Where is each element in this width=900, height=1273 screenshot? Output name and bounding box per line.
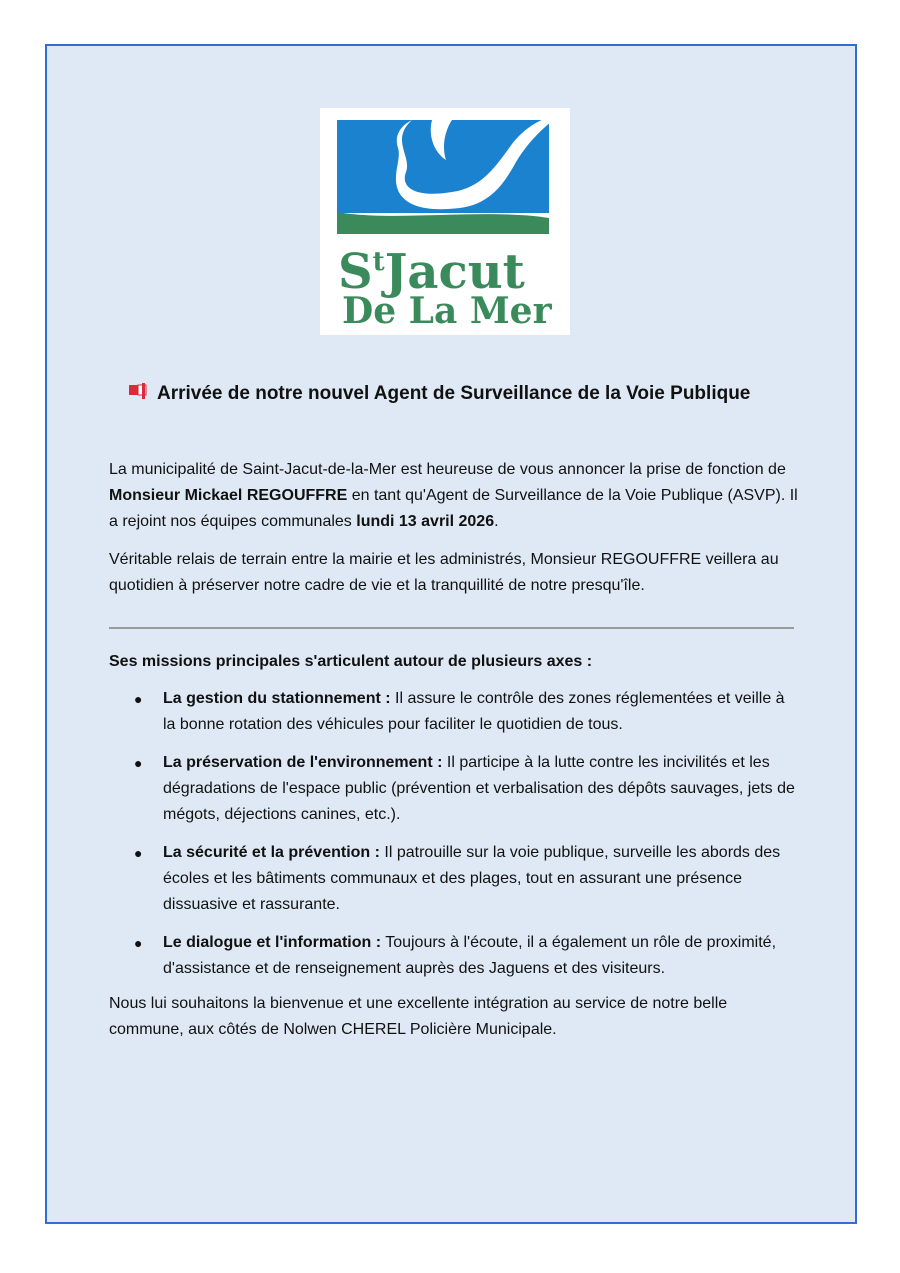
bullet-icon: ● xyxy=(134,935,143,951)
role-paragraph: Véritable relais de terrain entre la mairie et les administrés, Monsieur REGOUFFRE veillera au quotidien à préserver notre cadre de vie et la tranquillité de notre presqu'île. xyxy=(109,551,779,594)
closing-paragraph: Nous lui souhaitons la bienvenue et une excellente intégration au service de notre belle commune, aux côtés de Nolwen CHEREL Policière Municipale. xyxy=(109,995,728,1038)
town-logo-graphic xyxy=(320,108,570,335)
logo-line2: De La Mer xyxy=(342,290,552,332)
logo-line1: $S^tJacut$ xyxy=(338,244,525,300)
section-divider xyxy=(109,627,794,629)
red-flag-icon xyxy=(127,381,149,408)
start-date: lundi 13 avril 2026 xyxy=(356,513,495,530)
bullet-icon: ● xyxy=(134,755,143,771)
list-item: ● La gestion du stationnement : Il assure le contrôle des zones réglementées et veille à la bonne rotation des véhicules pour faciliter le quotidien de tous. xyxy=(109,686,799,738)
town-logo xyxy=(320,108,570,335)
list-item: ● Le dialogue et l'information : Toujours à l'écoute, il a également un rôle de proximité, d'assistance et de renseignement auprès des Jaguens et des visiteurs. xyxy=(109,930,799,982)
missions-list xyxy=(109,686,799,994)
agent-name: Monsieur Mickael REGOUFFRE xyxy=(109,487,348,504)
intro-paragraph: La municipalité de Saint-Jacut-de-la-Mer est heureuse de vous annoncer la prise de fonction de Monsieur Mickael REGOUFFRE en tant qu'Agent de Surveillance de la Voie Publique (ASVP). Il a rejoint nos équipes communales lundi 13 avril 2026. xyxy=(109,461,798,530)
list-item: ● La préservation de l'environnement : Il participe à la lutte contre les incivilités et les dégradations de l'espace public (prévention et verbalisation des dépôts sauvages, jets de mégots, déjections canines, etc.). xyxy=(109,750,799,828)
document-frame xyxy=(45,44,857,1224)
list-item: ● La sécurité et la prévention : Il patrouille sur la voie publique, surveille les abords des écoles et les bâtiments communaux et des plages, tout en assurant une présence dissuasive et rassurante. xyxy=(109,840,799,918)
bullet-icon: ● xyxy=(134,691,143,707)
headline-text: Arrivée de notre nouvel Agent de Surveillance de la Voie Publique xyxy=(157,383,751,404)
announcement-title xyxy=(127,381,787,408)
logo-green-band xyxy=(337,220,549,234)
bullet-icon: ● xyxy=(134,845,143,861)
missions-title: Ses missions principales s'articulent autour de plusieurs axes : xyxy=(109,653,593,670)
logo-green-wave xyxy=(337,212,549,220)
